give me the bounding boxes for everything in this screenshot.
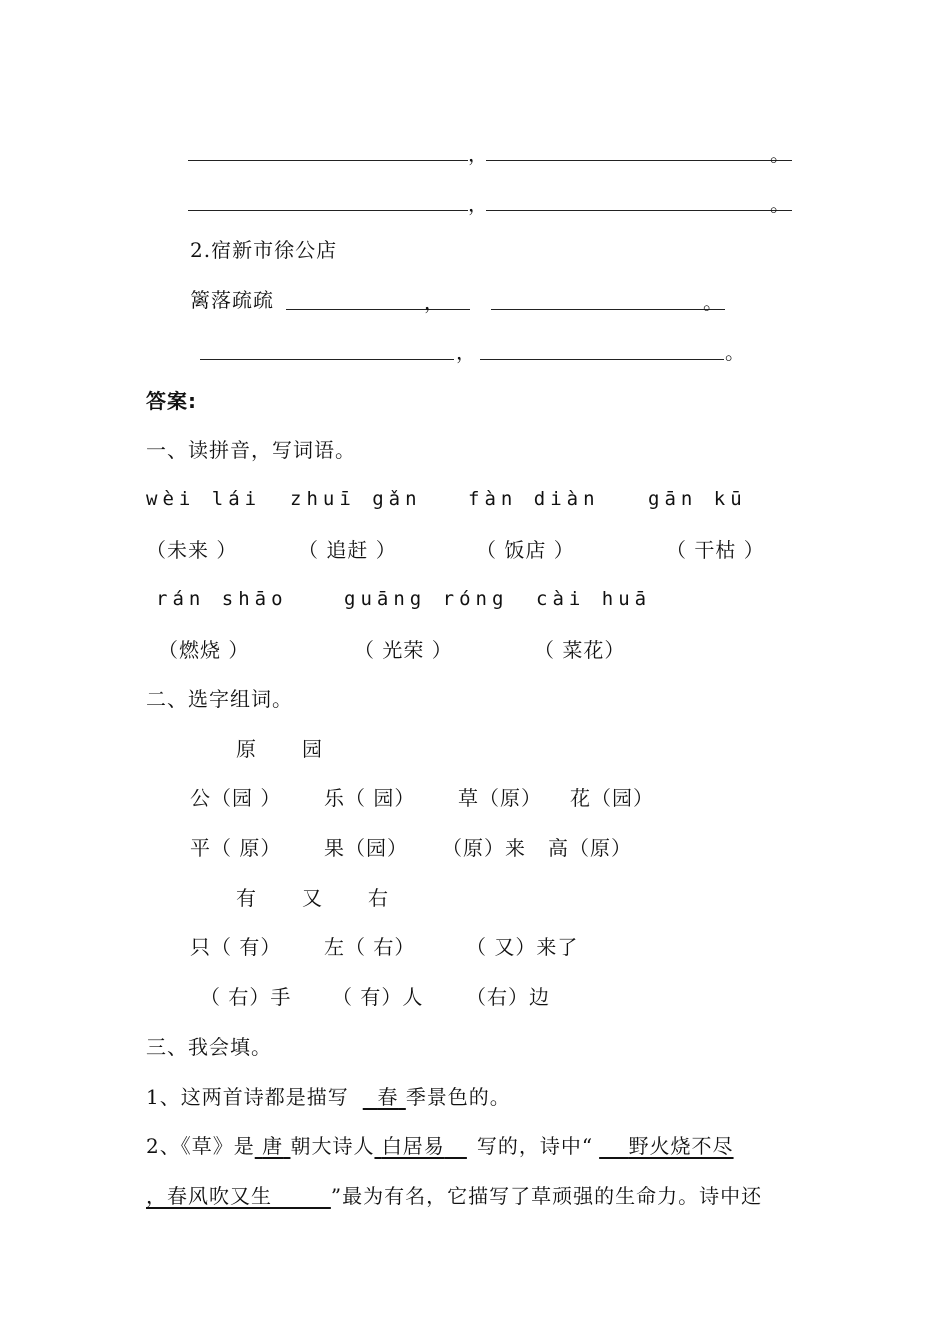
compound-word: 草（原） bbox=[458, 786, 542, 810]
blank-line bbox=[486, 160, 792, 161]
question-1 bbox=[146, 1087, 511, 1107]
answer-word: （ 饭店 ） bbox=[476, 538, 575, 562]
question-text: ”最为有名，它描写了草顽强的生命力。诗中还 bbox=[330, 1184, 763, 1208]
char-option: 又 bbox=[302, 886, 323, 910]
compound-word: 只（ 有） bbox=[190, 935, 282, 959]
answer-heading: 答案: bbox=[146, 389, 197, 413]
question-text: 1、这两首诗都是描写 bbox=[146, 1085, 349, 1109]
compound-word: 左（ 右） bbox=[324, 935, 416, 959]
answer-word: （ 干枯 ） bbox=[666, 538, 765, 562]
pinyin: gān kū bbox=[648, 488, 747, 510]
pinyin: zhuī gǎn bbox=[290, 488, 422, 510]
compound-word: （ 右）手 bbox=[200, 985, 292, 1009]
pinyin: fàn diàn bbox=[468, 488, 600, 510]
question-text: 朝大诗人 bbox=[290, 1134, 375, 1158]
section-3-heading: 三、我会填。 bbox=[146, 1035, 272, 1059]
period-mark: 。 bbox=[770, 192, 790, 216]
char-option: 有 bbox=[236, 886, 257, 910]
blank-line bbox=[486, 210, 792, 211]
compound-word: 高（原） bbox=[548, 836, 632, 860]
comma-mark: ， bbox=[456, 340, 476, 364]
pinyin: wèi lái bbox=[146, 488, 262, 510]
pinyin: guāng róng bbox=[344, 588, 509, 610]
answer-word: （未来 ） bbox=[146, 538, 238, 562]
compound-word: 乐（ 园） bbox=[324, 786, 416, 810]
blank-line bbox=[491, 309, 725, 310]
compound-word: （右）边 bbox=[466, 985, 550, 1009]
compound-word: 平（ 原） bbox=[190, 836, 282, 860]
question-2-continued bbox=[146, 1186, 762, 1206]
char-option: 原 bbox=[236, 737, 257, 761]
question-text: 季景色的。 bbox=[405, 1085, 511, 1109]
blank-line bbox=[200, 359, 454, 360]
comma-mark: ， bbox=[424, 290, 444, 314]
blank-line bbox=[188, 160, 468, 161]
period-mark: 。 bbox=[703, 290, 723, 314]
compound-word: （ 有）人 bbox=[332, 985, 424, 1009]
blank-line bbox=[480, 359, 724, 360]
answer-blank: 春 bbox=[377, 1085, 399, 1109]
comma-mark: ， bbox=[468, 192, 488, 216]
compound-word: 果（园） bbox=[324, 836, 408, 860]
answer-word: （ 菜花） bbox=[534, 638, 626, 662]
answer-word: （燃烧 ） bbox=[158, 638, 250, 662]
compound-word: 花（园） bbox=[570, 786, 654, 810]
section-1-heading: 一、读拼音，写词语。 bbox=[146, 438, 356, 462]
answer-blank: 唐 bbox=[262, 1134, 284, 1158]
answer-word: （ 光荣 ） bbox=[354, 638, 453, 662]
question-text: 2、《草》是 bbox=[146, 1134, 255, 1158]
pinyin: rán shāo bbox=[156, 588, 288, 610]
blank-line bbox=[188, 210, 468, 211]
poem-line-start: 篱落疏疏 bbox=[190, 288, 274, 312]
answer-blank: 白居易 bbox=[381, 1134, 445, 1158]
period-mark: 。 bbox=[725, 340, 745, 364]
comma-mark: ， bbox=[468, 142, 488, 166]
question-text: 写的，诗中“ bbox=[476, 1134, 594, 1158]
compound-word: （原）来 bbox=[442, 836, 526, 860]
compound-word: 公（园 ） bbox=[190, 786, 282, 810]
answer-blank: 野火烧不尽 bbox=[628, 1134, 734, 1158]
char-option: 园 bbox=[302, 737, 323, 761]
section-2-heading: 二、选字组词。 bbox=[146, 687, 293, 711]
answer-blank: ，春风吹又生 bbox=[146, 1184, 272, 1208]
question-2 bbox=[146, 1136, 734, 1156]
answer-word: （ 追赶 ） bbox=[298, 538, 397, 562]
compound-word: （ 又）来了 bbox=[466, 935, 579, 959]
char-option: 右 bbox=[368, 886, 389, 910]
period-mark: 。 bbox=[770, 142, 790, 166]
poem-title: 2.宿新市徐公店 bbox=[190, 238, 338, 262]
pinyin: cài huā bbox=[536, 588, 652, 610]
